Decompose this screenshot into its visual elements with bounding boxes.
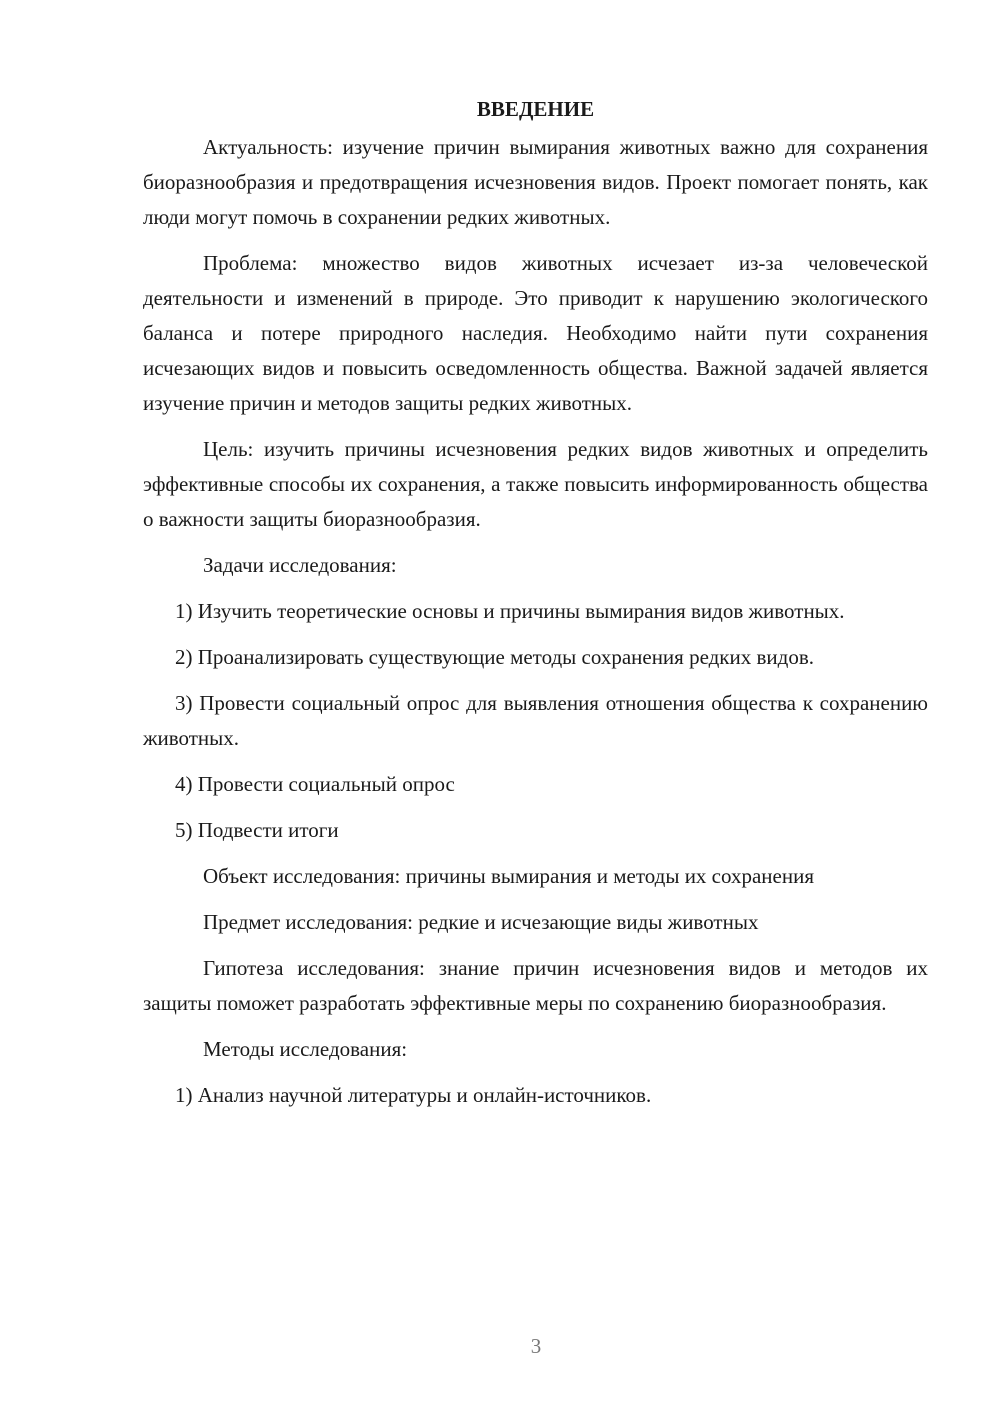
page-content <box>143 92 928 1124</box>
task-item: 3) Провести социальный опрос для выявления отношения общества к сохранению животных. <box>143 691 928 750</box>
methods-label: Методы исследования: <box>203 1037 408 1061</box>
tasks-label: Задачи исследования: <box>203 553 397 577</box>
page-number: 3 <box>530 1334 542 1358</box>
task-item: 1) Изучить теоретические основы и причины вымирания видов животных. <box>175 599 845 623</box>
research-subject: Предмет исследования: редкие и исчезающие виды животных <box>203 910 759 934</box>
section-heading: ВВЕДЕНИЕ <box>476 97 595 121</box>
problem-paragraph: Проблема: множество видов животных исчезает из-за человеческой деятельности и изменений в природе. Это приводит к нарушению экологического баланса и потере природного наследия. Необходимо найти пути сохранения исчезающих видов и повысить осведомленность общества. Важной задачей является изучение причин и методов защиты редких животных. <box>143 251 928 415</box>
goal-paragraph: Цель: изучить причины исчезновения редких видов животных и определить эффективные способы их сохранения, а также повысить информированность общества о важности защиты биоразнообразия. <box>143 437 928 531</box>
relevance-paragraph: Актуальность: изучение причин вымирания животных важно для сохранения биоразнообразия и предотвращения исчезновения видов. Проект помогает понять, как люди могут помочь в сохранении редких животных. <box>143 135 928 229</box>
task-item: 5) Подвести итоги <box>175 818 339 842</box>
method-item: 1) Анализ научной литературы и онлайн-источников. <box>175 1083 652 1107</box>
task-item: 2) Проанализировать существующие методы сохранения редких видов. <box>175 645 815 669</box>
task-item: 4) Провести социальный опрос <box>175 772 455 796</box>
research-object: Объект исследования: причины вымирания и методы их сохранения <box>203 864 814 888</box>
hypothesis-paragraph: Гипотеза исследования: знание причин исчезновения видов и методов их защиты поможет разработать эффективные меры по сохранению биоразнообразия. <box>143 956 928 1015</box>
